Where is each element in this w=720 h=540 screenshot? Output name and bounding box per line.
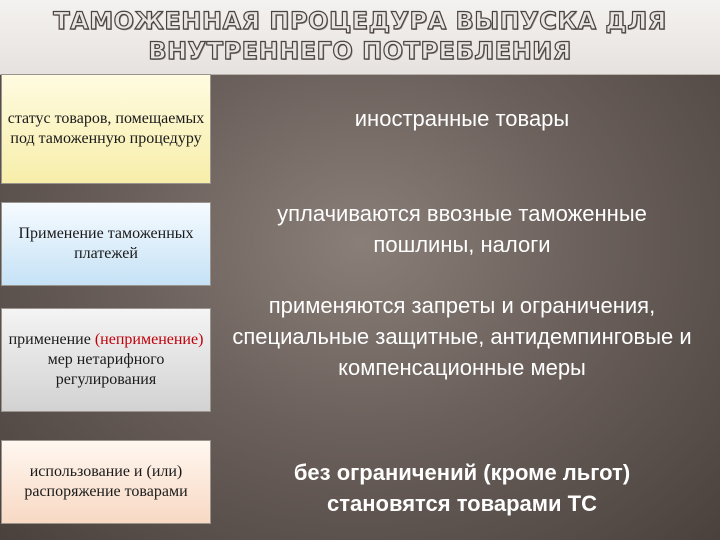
label-box-status: [1, 74, 211, 184]
title-line-2: ВНУТРЕННЕГО ПОТРЕБЛЕНИЯ: [148, 37, 572, 65]
label-nontariff: [6, 330, 206, 390]
title-line-1: ТАМОЖЕННАЯ ПРОЦЕДУРА ВЫПУСКА ДЛЯ: [53, 7, 667, 35]
value-usage: без ограничений (кроме льгот) становятся товарами ТС: [293, 460, 631, 516]
slide-title: [0, 6, 720, 66]
label-box-usage: [1, 440, 211, 524]
label-box-payments: [1, 202, 211, 286]
label-status: статус товаров, помещаемых под таможенную процедуру: [7, 110, 205, 147]
label-usage: использование и (или) распоряжение товарами: [24, 463, 188, 500]
label-payments: Применение таможенных платежей: [18, 225, 194, 262]
label-nontariff-highlight: (неприменение): [94, 331, 204, 348]
label-box-nontariff: [1, 308, 211, 412]
slide-header: [0, 0, 720, 75]
label-nontariff-part-1: применение: [8, 331, 95, 348]
value-nontariff: применяются запреты и ограничения, специальные защитные, антидемпинговые и компенсационные меры: [232, 293, 692, 380]
value-payments: уплачиваются ввозные таможенные пошлины, налоги: [277, 201, 647, 257]
label-nontariff-part-2: мер нетарифного регулирования: [47, 351, 165, 388]
value-status: иностранные товары: [354, 106, 570, 131]
